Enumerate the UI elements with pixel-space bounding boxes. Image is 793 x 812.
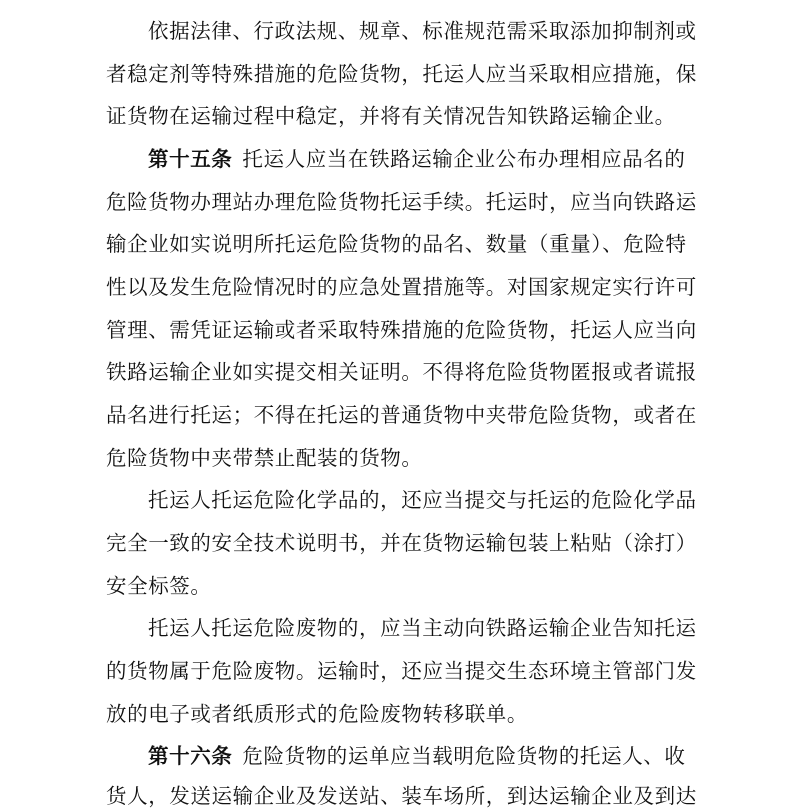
paragraph-2-line-3 xyxy=(106,229,706,259)
paragraph-2-line-8 xyxy=(106,443,706,473)
paragraph-5-line-1 xyxy=(148,741,708,771)
line-text: 危险货物中夹带禁止配装的货物。 xyxy=(106,446,423,470)
paragraph-4-line-3 xyxy=(106,699,706,729)
paragraph-4-line-1 xyxy=(148,613,708,643)
paragraph-2-line-5 xyxy=(106,315,706,345)
line-text: 货人，发送运输企业及发送站、装车场所，到达运输企业及到达 xyxy=(106,784,697,808)
paragraph-3-line-2 xyxy=(106,528,706,558)
paragraph-2-line-4 xyxy=(106,272,706,302)
line-text: 危险货物办理站办理危险货物托运手续。托运时，应当向铁路运 xyxy=(106,190,697,214)
line-text: 者稳定剂等特殊措施的危险货物，托运人应当采取相应措施，保 xyxy=(106,62,697,86)
paragraph-1-line-3 xyxy=(106,101,706,131)
paragraph-3-line-3 xyxy=(106,571,706,601)
line-text: 输企业如实说明所托运危险货物的品名、数量（重量）、危险特 xyxy=(106,232,687,256)
line-text: 铁路运输企业如实提交相关证明。不得将危险货物匿报或者谎报 xyxy=(106,360,697,384)
line-text: 危险货物的运单应当载明危险货物的托运人、收 xyxy=(242,744,686,768)
line-text: 的货物属于危险废物。运输时，还应当提交生态环境主管部门发 xyxy=(106,659,697,683)
line-text: 品名进行托运；不得在托运的普通货物中夹带危险货物，或者在 xyxy=(106,403,697,427)
article-heading: 第十五条 xyxy=(148,147,233,171)
line-text: 完全一致的安全技术说明书，并在货物运输包装上粘贴（涂打） xyxy=(106,531,697,555)
paragraph-4-line-2 xyxy=(106,656,706,686)
line-text: 托运人托运危险化学品的，还应当提交与托运的危险化学品 xyxy=(148,488,697,512)
paragraph-3-line-1 xyxy=(148,485,708,515)
paragraph-1-line-1 xyxy=(148,16,708,46)
line-text: 托运人应当在铁路运输企业公布办理相应品名的 xyxy=(242,147,686,171)
line-text: 管理、需凭证运输或者采取特殊措施的危险货物，托运人应当向 xyxy=(106,318,697,342)
line-text: 性以及发生危险情况时的应急处置措施等。对国家规定实行许可 xyxy=(106,275,697,299)
article-heading: 第十六条 xyxy=(148,744,233,768)
line-text: 证货物在运输过程中稳定，并将有关情况告知铁路运输企业。 xyxy=(106,104,676,128)
line-text: 托运人托运危险废物的，应当主动向铁路运输企业告知托运 xyxy=(148,616,697,640)
line-text: 放的电子或者纸质形式的危险废物转移联单。 xyxy=(106,702,528,726)
line-text: 安全标签。 xyxy=(106,574,212,598)
paragraph-2-line-7 xyxy=(106,400,706,430)
paragraph-1-line-2 xyxy=(106,59,706,89)
paragraph-2-line-1 xyxy=(148,144,708,174)
paragraph-2-line-2 xyxy=(106,187,706,217)
paragraph-5-line-2 xyxy=(106,781,706,811)
line-text: 依据法律、行政法规、规章、标准规范需采取添加抑制剂或 xyxy=(148,19,697,43)
paragraph-2-line-6 xyxy=(106,357,706,387)
